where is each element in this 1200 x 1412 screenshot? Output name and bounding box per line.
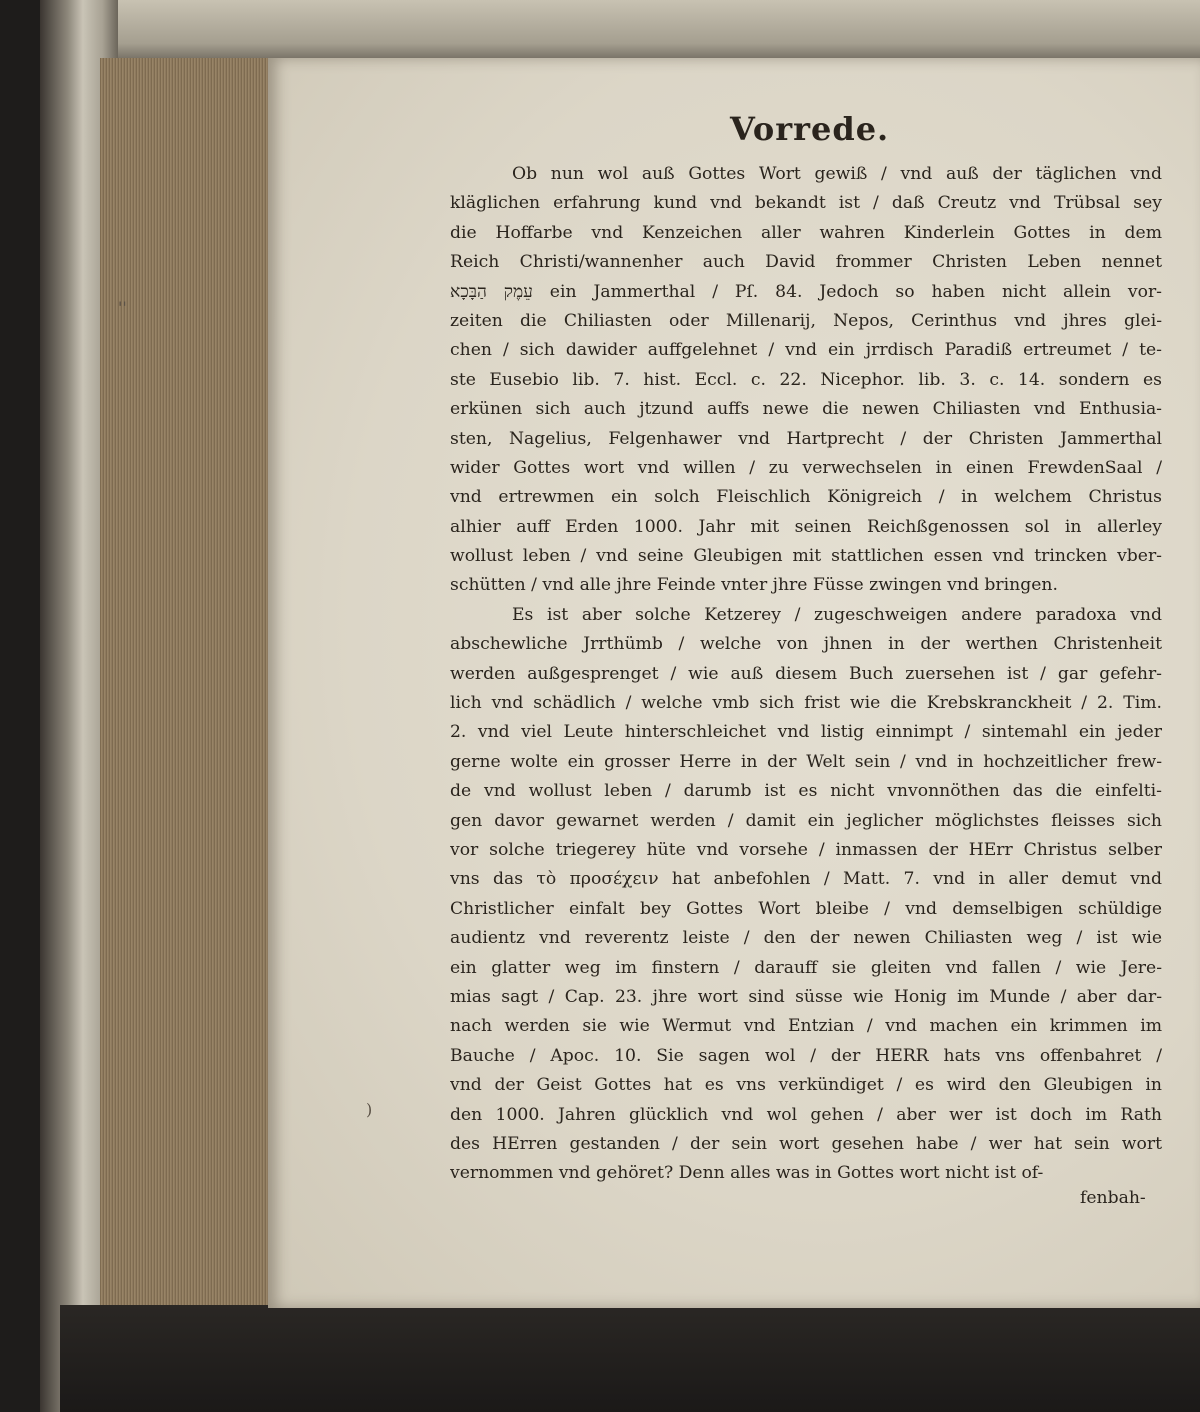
text-line: Ob nun wol auß Gottes Wort gewiß / vnd auß der täglichen vnd xyxy=(512,164,1162,184)
text-line: עֵמֶק הַבָּכָא ein Jammerthal / Pſ. 84. Jedoch so haben nicht allein vor- xyxy=(450,281,1162,302)
text-line: lich vnd schädlich / welche vmb sich frist wie die Krebskranckheit / 2. Tim. xyxy=(450,693,1162,714)
text-line: zeiten die Chiliasten oder Millenarij, Nepos, Cerinthus vnd jhres glei- xyxy=(450,310,1162,331)
text-line: Reich Christi/wannenher auch David frommer Christen Leben nennet xyxy=(450,252,1162,273)
text-line: werden außgesprenget / wie auß diesem Buch zuersehen ist / gar gefehr- xyxy=(450,663,1162,684)
text-line: wollust leben / vnd seine Gleubigen mit stattlichen essen vnd trincken vber- xyxy=(450,546,1162,567)
catchword: fenbah- xyxy=(1080,1188,1146,1208)
text-line: den 1000. Jahren glücklich vnd wol gehen / aber wer ist doch im Rath xyxy=(450,1104,1162,1125)
page-edges xyxy=(100,58,272,1320)
text-line: 2. vnd viel Leute hinterschleichet vnd listig einnimpt / sintemahl ein jeder xyxy=(450,722,1162,743)
text-line: chen / sich dawider auffgelehnet / vnd ein jrrdisch Paradiß ertreumet / te- xyxy=(450,340,1162,361)
text-line: kläglichen erfahrung kund vnd bekandt ist / daß Creutz vnd Trübsal sey xyxy=(450,193,1162,214)
text-line: abschewliche Jrrthümb / welche von jhnen in der werthen Christenheit xyxy=(450,634,1162,655)
text-line: vnd ertrewmen ein solch Fleischlich Königreich / in welchem Christus xyxy=(450,487,1162,508)
text-line: sten, Nagelius, Felgenhawer vnd Hartprecht / der Christen Jammerthal xyxy=(450,428,1162,449)
text-line: nach werden sie wie Wermut vnd Entzian / vnd machen ein krimmen im xyxy=(450,1016,1162,1037)
text-line: ein glatter weg im finstern / darauff sie gleiten vnd fallen / wie Jere- xyxy=(450,957,1162,978)
text-line: audientz vnd reverentz leiste / den der newen Chiliasten weg / ist wie xyxy=(450,928,1162,949)
text-line: vns das τὸ προσέχειν hat anbefohlen / Matt. 7. vnd in aller demut vnd xyxy=(450,869,1162,890)
text-line: vnd der Geist Gottes hat es vns verkündiget / es wird den Gleubigen in xyxy=(450,1075,1162,1096)
margin-mark-bottom: ) xyxy=(366,1100,373,1119)
text-block xyxy=(450,160,1162,1189)
text-line: de vnd wollust leben / darumb ist es nicht vnvonnöthen das die einfelti- xyxy=(450,781,1162,802)
text-line: ste Eusebio lib. 7. hist. Eccl. c. 22. Nicephor. lib. 3. c. 14. sondern es xyxy=(450,369,1162,390)
text-line: erkünen sich auch jtzund auffs newe die newen Chiliasten vnd Enthusia- xyxy=(450,399,1162,420)
book-cover-bottom xyxy=(60,1305,1200,1412)
text-line: Christlicher einfalt bey Gottes Wort bleibe / vnd demselbigen schüldige xyxy=(450,898,1162,919)
text-line: vernommen vnd gehöret? Denn alles was in Gottes wort nicht ist of- xyxy=(450,1163,1044,1184)
text-line: wider Gottes wort vnd willen / zu verwechselen in einen FrewdenSaal / xyxy=(450,457,1162,478)
text-line: mias sagt / Cap. 23. jhre wort sind süsse wie Honig im Munde / aber dar- xyxy=(450,986,1162,1007)
text-line: vor solche triegerey hüte vnd vorsehe / inmassen der HErr Christus selber xyxy=(450,839,1162,860)
text-line: Bauche / Apoc. 10. Sie sagen wol / der HERR hats vns offenbahret / xyxy=(450,1045,1162,1066)
text-line: die Hoffarbe vnd Kenzeichen aller wahren Kinderlein Gottes in dem xyxy=(450,222,1162,243)
text-line: gerne wolte ein grosser Herre in der Welt sein / vnd in hochzeitlicher frew- xyxy=(450,751,1162,772)
text-line: alhier auff Erden 1000. Jahr mit seinen Reichßgenossen sol in allerley xyxy=(450,516,1162,537)
text-line: des HErren gestanden / der sein wort gesehen habe / wer hat sein wort xyxy=(450,1133,1162,1154)
book-cover-top xyxy=(60,0,1200,62)
text-line: schütten / vnd alle jhre Feinde vnter jhre Füsse zwingen vnd bringen. xyxy=(450,575,1058,596)
margin-mark-top: ꞌꞌ xyxy=(118,298,127,317)
text-line: Es ist aber solche Ketzerey / zugeschweigen andere paradoxa vnd xyxy=(512,604,1162,625)
page-heading: Vorrede. xyxy=(730,110,890,148)
text-line: gen davor gewarnet werden / damit ein jeglicher möglichstes fleisses sich xyxy=(450,810,1162,831)
